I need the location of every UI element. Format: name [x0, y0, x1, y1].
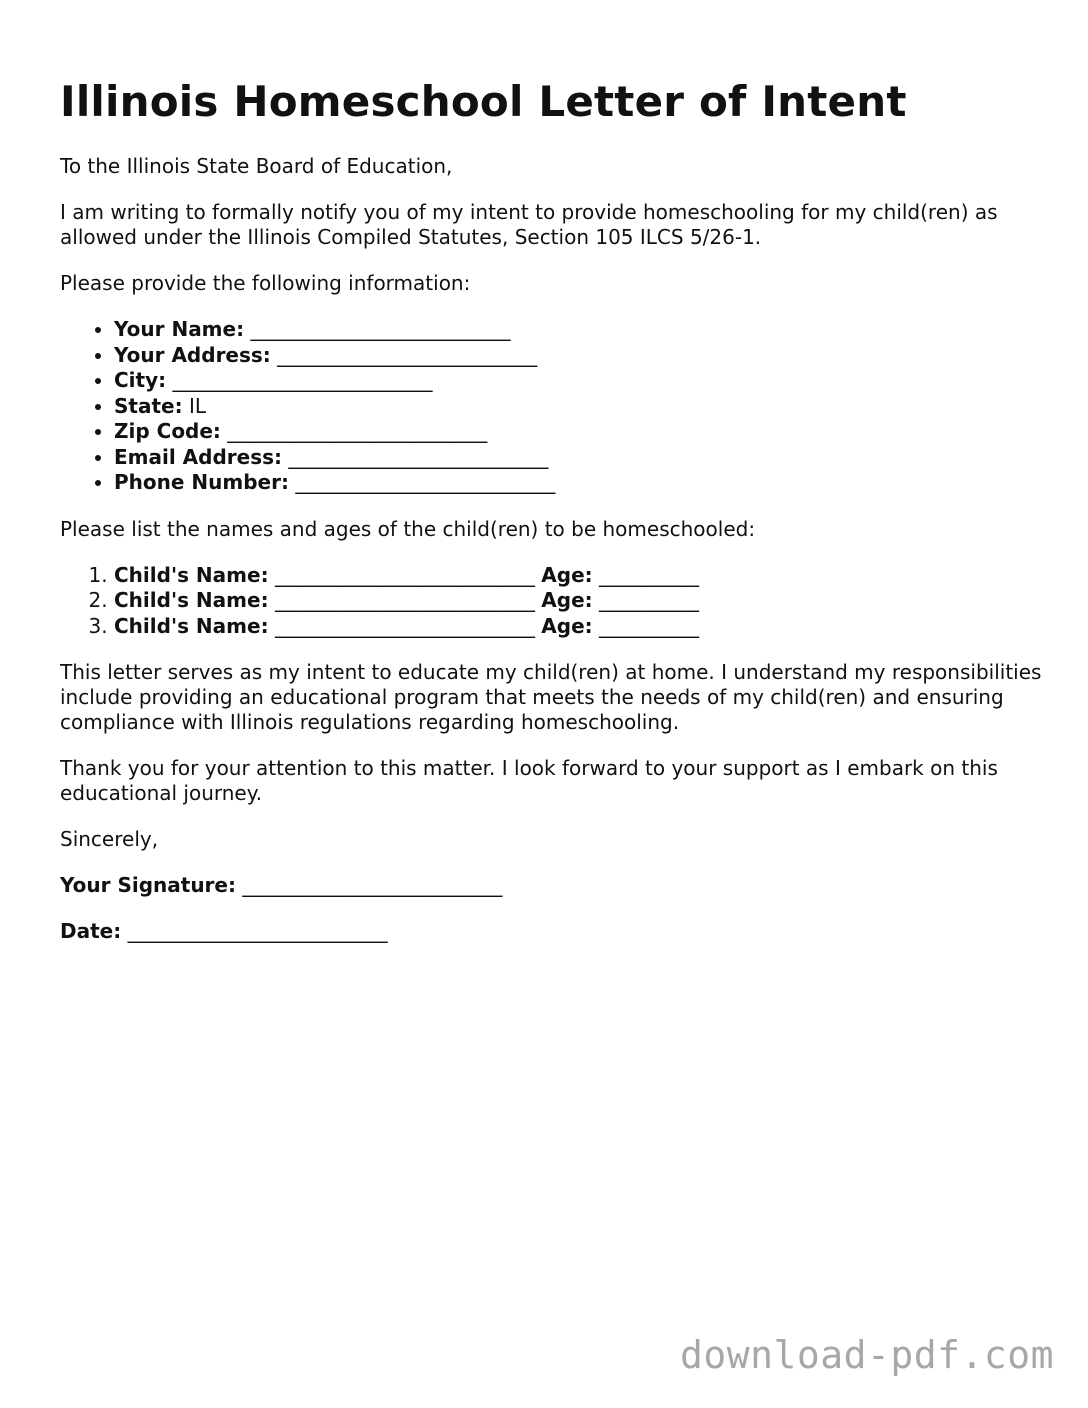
field-your-name — [114, 317, 1050, 343]
field-label: Your Address: — [114, 342, 271, 367]
field-value: __________________________ — [172, 368, 433, 392]
field-your-address — [114, 343, 1050, 369]
closing: Sincerely, — [60, 827, 159, 851]
field-email-address — [114, 445, 1050, 471]
child-age-label: Age: — [541, 613, 593, 638]
date-value: __________________________ — [127, 919, 388, 943]
field-label: State: — [114, 393, 183, 418]
field-zip-code — [114, 419, 1050, 445]
page-title: Illinois Homeschool Letter of Intent — [60, 77, 907, 126]
date-label: Date: — [60, 919, 122, 943]
info-prompt: Please provide the following information: — [60, 271, 471, 295]
field-label: Email Address: — [114, 444, 283, 469]
child-name-label: Child's Name: — [114, 588, 269, 612]
field-value: __________________________ — [227, 419, 488, 443]
child-name-value: __________________________ — [274, 613, 535, 638]
field-label: Your Name: — [114, 317, 245, 341]
date-line — [60, 919, 1050, 944]
field-label: Phone Number: — [114, 470, 289, 494]
child-name-label: Child's Name: — [114, 562, 269, 587]
signature-line — [60, 873, 1050, 898]
watermark: download-pdf.com — [679, 1333, 1054, 1377]
child-age-value: __________ — [599, 588, 700, 612]
info-field-list — [60, 317, 1050, 496]
thanks-paragraph: Thank you for your attention to this matter. I look forward to your support as I embark on this educational journey. — [60, 756, 998, 805]
child-age-label: Age: — [541, 562, 593, 587]
letter-page — [60, 72, 1050, 965]
child-name-value: __________________________ — [274, 588, 535, 612]
field-city — [114, 368, 1050, 394]
field-phone-number — [114, 470, 1050, 496]
children-list — [60, 563, 1050, 640]
child-name-label: Child's Name: — [114, 613, 269, 638]
child-entry-1 — [114, 563, 1050, 589]
child-age-value: __________ — [599, 613, 700, 638]
children-prompt: Please list the names and ages of the child(ren) to be homeschooled: — [60, 516, 756, 541]
child-entry-2 — [114, 588, 1050, 614]
field-value: __________________________ — [250, 317, 511, 341]
field-value: __________________________ — [295, 470, 556, 494]
salutation: To the Illinois State Board of Education, — [60, 154, 453, 178]
child-entry-3 — [114, 614, 1050, 640]
child-age-label: Age: — [541, 588, 593, 612]
field-label: Zip Code: — [114, 419, 221, 443]
field-value: __________________________ — [288, 444, 549, 469]
intent-paragraph: This letter serves as my intent to educate my child(ren) at home. I understand my responsibilities include providing an educational program that meets the needs of my child(ren) and ensuring compliance with Illinois regulations regarding homeschooling. — [60, 660, 1042, 734]
field-value: IL — [188, 393, 206, 418]
field-label: City: — [114, 368, 167, 392]
signature-label: Your Signature: — [60, 873, 236, 897]
field-state — [114, 394, 1050, 420]
field-value: __________________________ — [277, 342, 538, 367]
child-name-value: __________________________ — [274, 562, 535, 587]
child-age-value: __________ — [599, 562, 700, 587]
intro-paragraph: I am writing to formally notify you of my intent to provide homeschooling for my child(ren) as allowed under the Illinois Compiled Statutes, Section 105 ILCS 5/26-1. — [60, 200, 998, 249]
signature-value: __________________________ — [242, 873, 503, 897]
